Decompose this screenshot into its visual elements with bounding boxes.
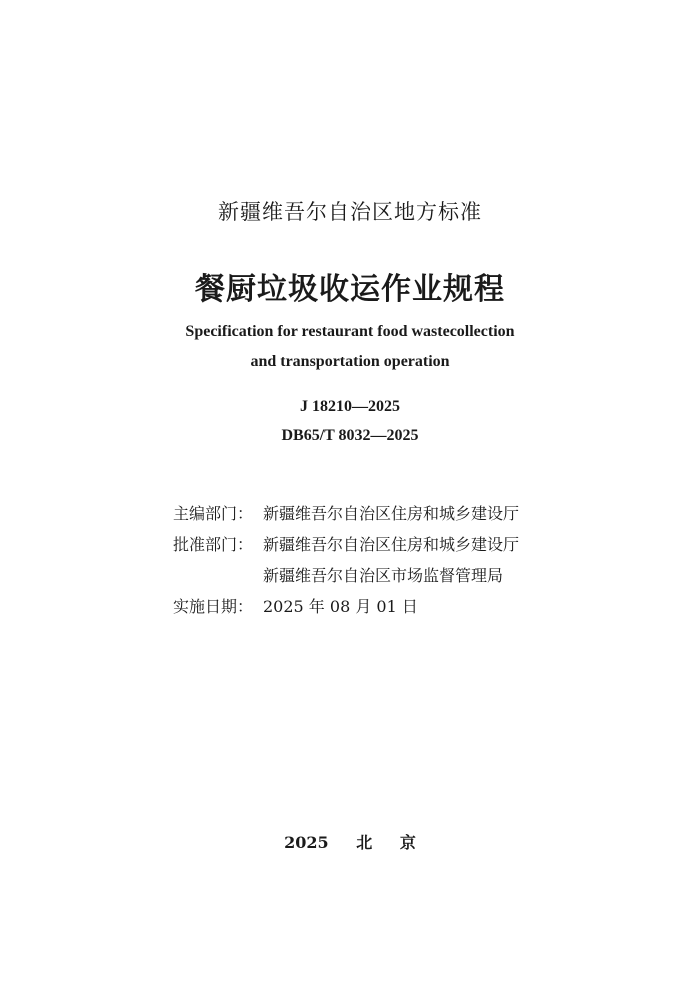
approver-value-2: 新疆维吾尔自治区市场监督管理局 — [263, 566, 504, 585]
document-title: 餐厨垃圾收运作业规程 — [195, 272, 505, 307]
date-value: 2025 年 08 月 01 日 — [263, 597, 418, 616]
city-char-2: 京 — [399, 833, 416, 852]
approver-value-1: 新疆维吾尔自治区住房和城乡建设厅 — [263, 535, 520, 554]
publication-place-year — [0, 830, 700, 853]
date-row — [173, 591, 519, 622]
english-title-line-1: Specification for restaurant food wastecollection — [185, 323, 515, 340]
approver-label: 批准部门： — [173, 535, 254, 554]
date-label: 实施日期： — [173, 597, 254, 616]
standard-series-heading: 新疆维吾尔自治区地方标准 — [218, 200, 482, 224]
approver-row-2 — [173, 560, 519, 591]
city-char-1: 北 — [356, 833, 373, 852]
editor-row — [173, 498, 519, 529]
editor-value: 新疆维吾尔自治区住房和城乡建设厅 — [263, 504, 520, 523]
publication-info — [173, 498, 519, 622]
record-number: J 18210—2025 — [300, 398, 400, 415]
english-title-line-2: and transportation operation — [250, 353, 450, 370]
editor-label: 主编部门： — [173, 504, 254, 523]
approver-row — [173, 529, 519, 560]
publication-year: 2025 — [284, 833, 329, 852]
standard-number: DB65/T 8032—2025 — [281, 427, 419, 444]
